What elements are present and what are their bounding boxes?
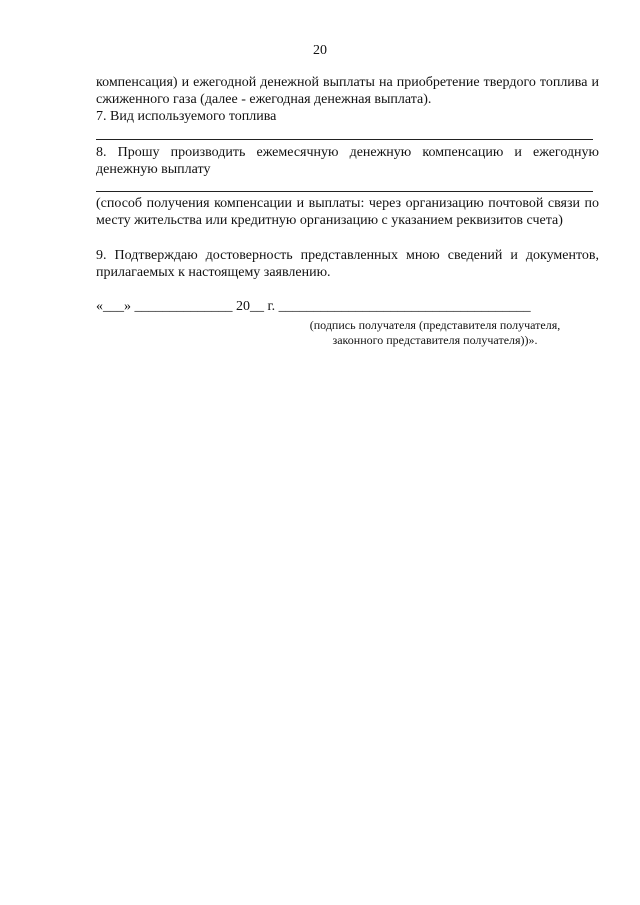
signature-caption-line-1: (подпись получателя (представителя получателя, <box>309 318 561 332</box>
item-7-fuel-type: 7. Вид используемого топлива <box>96 109 277 124</box>
signature-date-line: «___» ______________ 20__ г. ____________________________________ <box>96 299 531 314</box>
payment-method-note: (способ получения компенсации и выплаты: через организацию почтовой связи по месту жительства или кредитную организацию с указанием реквизитов счета) <box>96 196 599 228</box>
continuation-paragraph: компенсация) и ежегодной денежной выплаты на приобретение твердого топлива и сжиженного газа (далее - ежегодная денежная выплата). <box>96 75 599 107</box>
item-8-payment-request: 8. Прошу производить ежемесячную денежную компенсацию и ежегодную денежную выплату <box>96 145 599 177</box>
payment-method-blank-line <box>96 191 593 192</box>
item-9-confirmation: 9. Подтверждаю достоверность представленных мною сведений и документов, прилагаемых к настоящему заявлению. <box>96 248 599 280</box>
page-number: 20 <box>313 43 327 58</box>
signature-caption-line-2: законного представителя получателя))». <box>332 333 538 347</box>
fuel-type-blank-line <box>96 139 593 140</box>
